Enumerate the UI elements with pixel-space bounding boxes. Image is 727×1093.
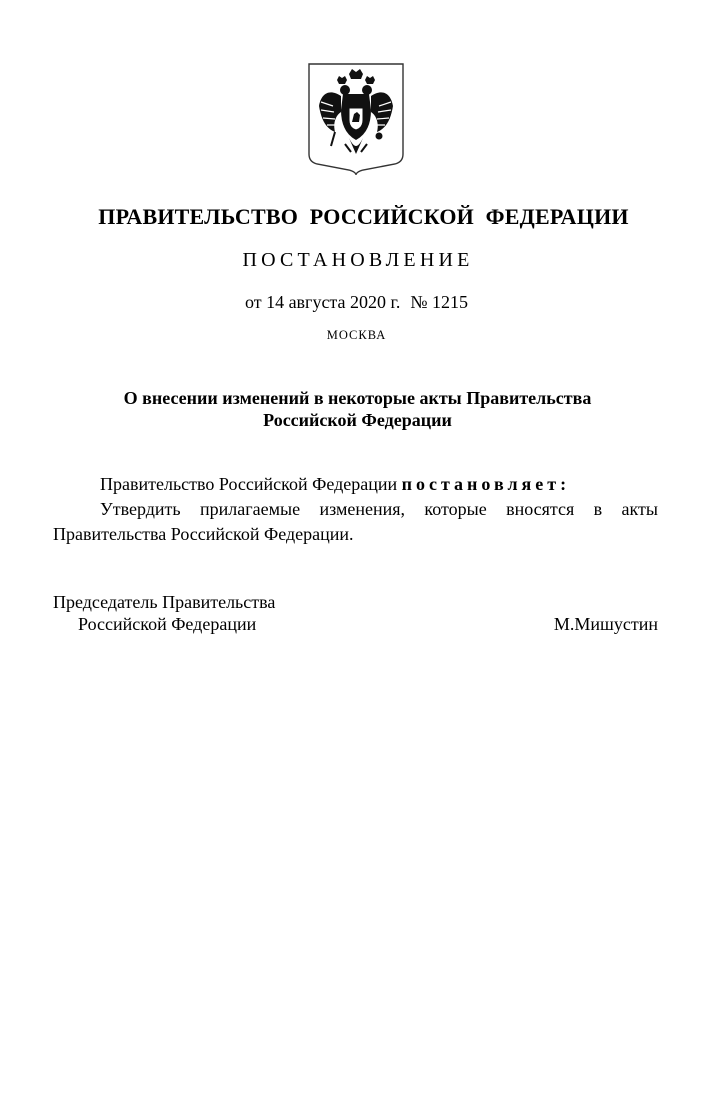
city: МОСКВА [326,328,387,342]
signer-name: М.Мишустин [553,614,658,634]
paragraph-decree [100,474,570,495]
coat-of-arms-icon [307,62,405,176]
paragraph-decree-text: Правительство Российской Федерации [100,474,402,494]
document-type: ПОСТАНОВЛЕНИЕ [242,249,474,271]
decree-word: постановляет: [401,474,571,494]
paragraph-approve: Утвердить прилагаемые изменения, которые вносятся в акты [100,499,658,519]
document-subject [60,387,655,431]
government-title: ПРАВИТЕЛЬСТВО РОССИЙСКОЙ ФЕДЕРАЦИИ [98,204,629,229]
paragraph-approve-continued: Правительства Российской Федерации. [53,524,354,544]
signer-title-line-2: Российской Федерации [78,614,257,634]
document-date: от 14 августа 2020 г. [244,292,401,312]
document-number: № 1215 [410,292,469,312]
document-date-line [0,292,713,313]
subject-line-1: О внесении изменений в некоторые акты Правительства [123,388,592,408]
signer-title-line-1: Председатель Правительства [53,592,276,612]
subject-line-2: Российской Федерации [263,410,452,430]
